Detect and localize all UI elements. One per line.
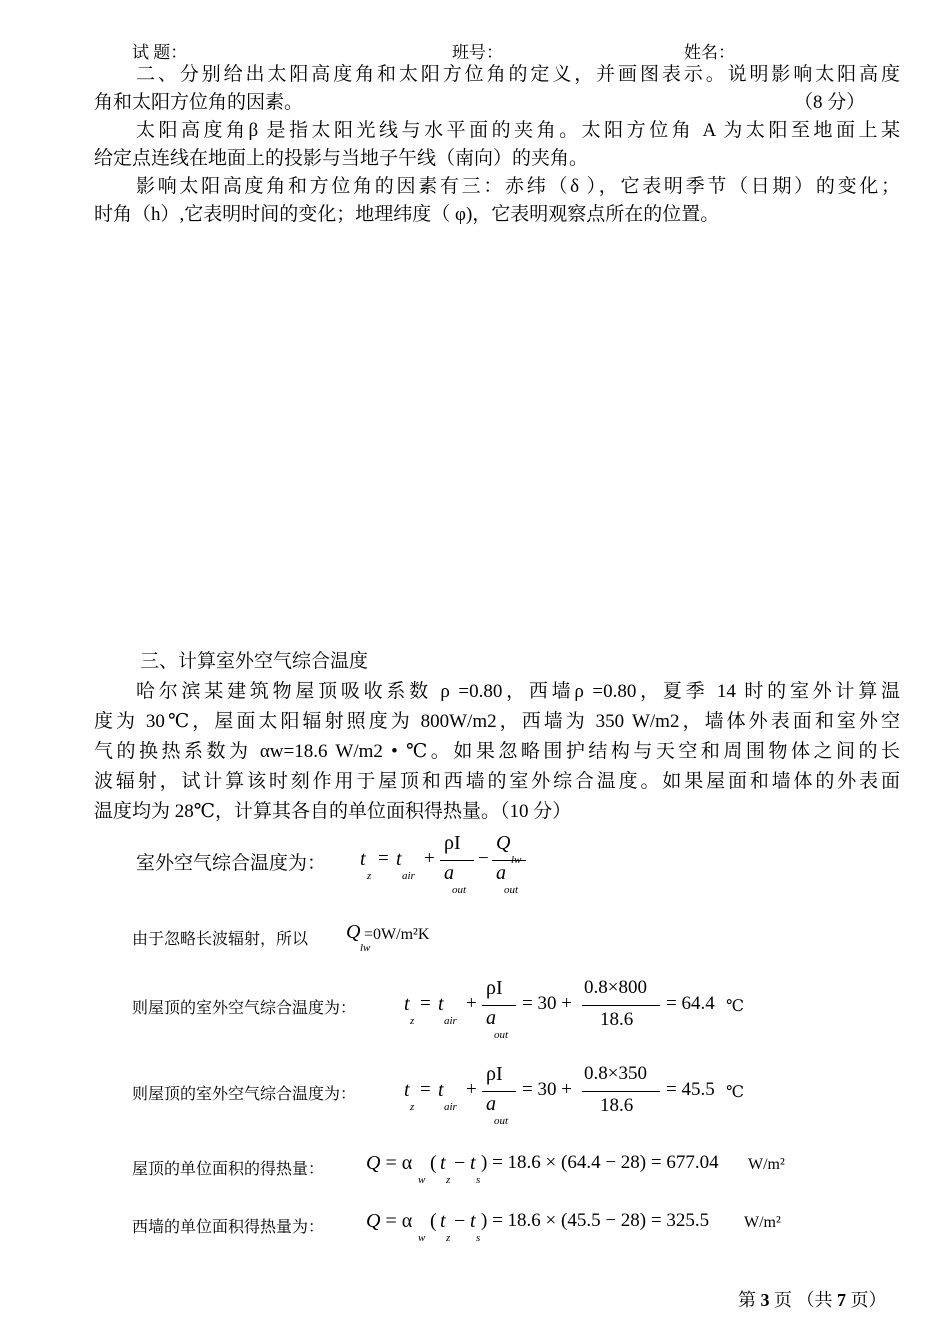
wall-heat-sub-s: s [476,1232,481,1244]
roof-t-air: t [438,993,444,1015]
wall-rhoI: ρI [486,1063,503,1085]
roof-heat-sub-w: w [418,1174,426,1186]
roof-heat-tz: t [440,1152,446,1174]
footer-total: 7 [837,1290,846,1310]
header-test-label: 试 题： [132,43,188,62]
roof-heat-unit: W/m² [748,1156,785,1173]
frac-a: a [444,862,454,884]
roof-heat-minus: − [454,1152,466,1174]
wall-sub-out: out [494,1115,509,1127]
problem-line-1: 哈尔滨某建筑物屋顶吸收系数 ρ =0.80，西墙ρ =0.80，夏季 14 时的室外计算温 [136,681,900,702]
wall-frac-line [482,1091,516,1092]
roof-num: 0.8×800 [584,977,647,998]
wall-base: = 30 + [522,1079,572,1100]
frac-Q: Q [496,832,511,854]
sub-out: out [452,884,467,896]
footer-prefix: 第 [738,1290,756,1310]
roof-heat-Q [366,1152,412,1175]
frac-rhoI: ρI [444,832,461,854]
roof-a: a [486,1007,496,1029]
roof-heat-eq: = [385,1152,397,1174]
frac-line [440,860,474,861]
lw-Q: Q [346,921,361,943]
sym-plus: + [424,848,435,869]
question-line-1: 二、分别给出太阳高度角和太阳方位角的定义，并画图表示。说明影响太阳高度 [136,64,900,85]
section2-question [94,61,900,229]
roof-t: t [404,993,410,1015]
question-points: （8 分） [794,92,866,113]
lw-value: =0W/m²K [364,926,430,943]
wall-t-air: t [438,1079,444,1101]
question-line-2-text: 角和太阳方位角的因素。 [94,92,304,113]
wall-heat-alpha: α [401,1210,413,1232]
roof-heat-label: 屋顶的单位面积的得热量： [132,1161,325,1178]
roof-frac-line [482,1005,516,1006]
wall-heat-eq: = [385,1210,397,1232]
wall-result: = 45.5 [666,1079,715,1100]
roof-eq: = [420,993,431,1014]
problem-line-5: 温度均为 28℃，计算其各自的单位面积得热量。（10 分） [94,801,572,822]
roof-temp-label: 则屋顶的室外空气综合温度为： [132,1000,357,1017]
wall-temp-label: 则屋顶的室外空气综合温度为： [132,1086,357,1103]
sym-t: t [360,848,366,870]
wall-sub-z: z [410,1101,415,1113]
wall-heat-Q-sym: Q [366,1210,381,1232]
sym-t-air: t [396,848,402,870]
formula-label: 室外空气综合温度为： [136,853,327,874]
roof-base: = 30 + [522,993,572,1014]
sub-lw: lw [511,854,522,866]
roof-heat-sub-z: z [446,1174,451,1186]
roof-plus: + [466,993,477,1014]
roof-rhoI: ρI [486,977,503,999]
wall-heat-paren: ( [430,1210,437,1232]
wall-heat-minus: − [454,1210,466,1232]
wall-frac-line-2 [582,1091,660,1092]
wall-num: 0.8×350 [584,1063,647,1084]
roof-sub-z: z [410,1015,415,1027]
roof-heat-Q-sym: Q [366,1152,381,1174]
footer-mid: 页 （共 [774,1290,833,1310]
wall-heat-tz: t [440,1210,446,1232]
wall-heat-Q [366,1210,412,1233]
wall-a: a [486,1093,496,1115]
problem-line-4: 波辐射，试计算该时刻作用于屋顶和西墙的室外综合温度。如果屋面和墙体的外表面 [94,771,900,792]
frac-line-2 [492,860,526,861]
page-footer [738,1286,887,1312]
wall-heat-expr: ) = 18.6 × (45.5 − 28) = 325.5 [481,1210,710,1231]
sym-eq: = [378,848,389,869]
roof-result: = 64.4 [666,993,715,1014]
answer1-line-1: 太阳高度角β 是指太阳光线与水平面的夹角。太阳方位角 A 为太阳至地面上某 [136,120,900,141]
answer2-line-1: 影响太阳高度角和方位角的因素有三：赤纬（δ ），它表明季节（日期）的变化； [136,176,900,197]
wall-eq: = [420,1079,431,1100]
sub-out-2: out [504,884,519,896]
frac-a-2: a [496,862,506,884]
wall-unit: ℃ [726,1084,744,1101]
roof-unit: ℃ [726,998,744,1015]
answer2-line-2: 时角（h）,它表明时间的变化；地理纬度（ φ)，它表明观察点所在的位置。 [94,204,720,225]
footer-suffix: 页） [850,1290,887,1310]
wall-plus: + [466,1079,477,1100]
sym-minus: − [478,848,489,869]
roof-den: 18.6 [600,1009,634,1030]
answer1-line-2: 给定点连线在地面上的投影与当地子午线（南向）的夹角。 [94,148,589,169]
wall-t: t [404,1079,410,1101]
wall-den: 18.6 [600,1095,634,1116]
roof-heat-ts: t [470,1152,476,1174]
roof-heat-paren: ( [430,1152,437,1174]
roof-sub-air: air [444,1015,457,1027]
sub-z: z [367,870,372,882]
roof-sub-out: out [494,1029,509,1041]
question-line-2 [94,89,900,117]
roof-heat-sub-s: s [476,1174,481,1186]
section3-title: 三、计算室外空气综合温度 [140,651,369,672]
section3-problem [94,677,900,827]
roof-heat-expr: ) = 18.6 × (64.4 − 28) = 677.04 [481,1152,719,1173]
wall-heat-unit: W/m² [744,1214,781,1231]
roof-heat-alpha: α [401,1152,413,1174]
sub-air: air [402,870,415,882]
wall-heat-ts: t [470,1210,476,1232]
header-name-label: 姓名： [684,43,735,62]
header-class-label: 班号： [452,43,503,62]
problem-line-2: 度为 30℃，屋面太阳辐射照度为 800W/m2，西墙为 350 W/m2，墙体外表面和室外空 [94,711,900,732]
roof-frac-line-2 [582,1005,660,1006]
wall-heat-sub-z: z [446,1232,451,1244]
lw-label: 由于忽略长波辐射，所以 [132,931,309,948]
wall-sub-air: air [444,1101,457,1113]
footer-page-num: 3 [760,1290,770,1310]
problem-line-3: 气的换热系数为 αw=18.6 W/m2 • ℃。如果忽略围护结构与天空和周围物体之间的长 [94,741,900,762]
wall-heat-sub-w: w [418,1232,426,1244]
lw-sub: lw [360,942,371,954]
wall-heat-label: 西墙的单位面积得热量为： [132,1219,325,1236]
